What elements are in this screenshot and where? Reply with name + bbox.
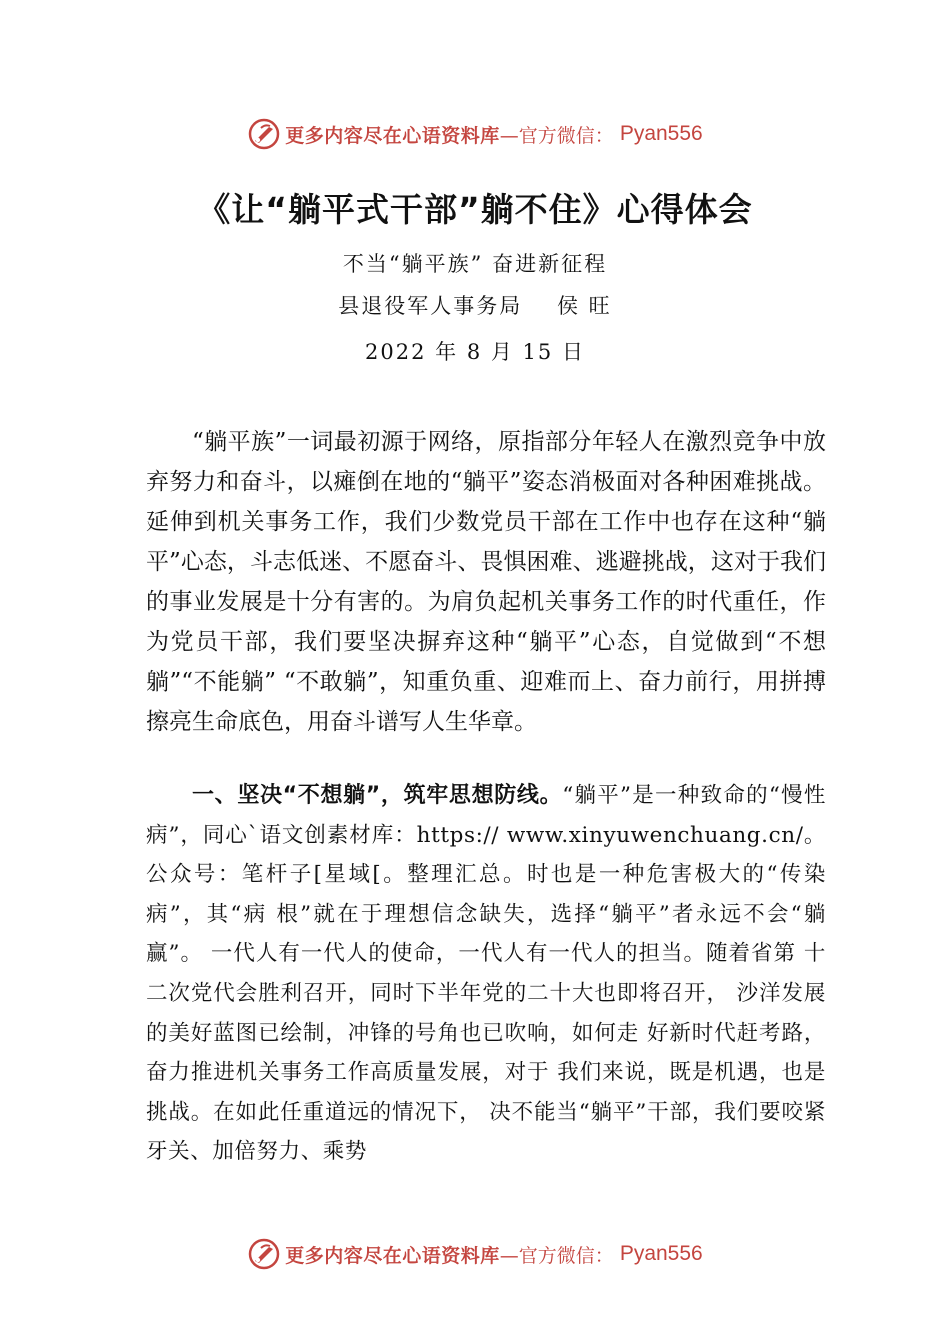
body-paragraph-section-1 [146, 776, 826, 1172]
watermark-separator: —官方微信： [499, 124, 614, 147]
document-subtitle: 不当“躺平族” 奋进新征程 [342, 252, 608, 276]
watermark-wechat-id: Pyan556 [619, 122, 703, 145]
section-body: “躺平”是一种致命的“慢性病”，同心`语文创素材库：https:// www.xinyuwenchuang.cn/。公众号：笔杆子[星域[。整理汇总。时也是一种危害极大的“传染病”，其“病 根”就在于理想信念缺失，选择“躺平”者永远不会“躺赢”。 一代人有一代人的使命，一代人有一代人的担当。随着省第 十二次党代会胜利召开，同时下半年党的二十大也即将召开， 沙洋发展的美好蓝图已绘制，冲锋的号角也已吹响，如何走 好新时代赶考路，奋力推进机关事务工作高质量发展，对于 我们来说，既是机遇，也是挑战。在如此任重道远的情况下， 决不能当“躺平”干部，我们要咬紧牙关、加倍努力、乘势 [146, 783, 826, 1165]
section-heading: 一、坚决“不想躺”，筑牢思想防线。 [192, 783, 563, 808]
watermark-separator: —官方微信： [499, 1244, 614, 1267]
watermark-text: 更多内容尽在心语资料库 [285, 124, 500, 147]
watermark-text: 更多内容尽在心语资料库 [285, 1244, 500, 1267]
watermark-banner-bottom [0, 1236, 950, 1272]
watermark-banner-top [0, 116, 950, 152]
document-date: 2022 年 8 月 15 日 [365, 340, 585, 364]
author-line: 县退役军人事务局 侯 旺 [338, 294, 612, 318]
body-paragraph-intro: “躺平族”一词最初源于网络，原指部分年轻人在激烈竞争中放弃努力和奋斗，以瘫倒在地的“躺平”姿态消极面对各种困难挑战。延伸到机关事务工作，我们少数党员干部在工作中也存在这种“躺平”心态，斗志低迷、不愿奋斗、畏惧困难、逃避挑战，这对于我们的事业发展是十分有害的。为肩负起机关事务工作的时代重任，作为党员干部，我们要坚决摒弃这种“躺平”心态，自觉做到“不想躺”“不能躺” “不敢躺”，知重负重、迎难而上、奋力前行，用拼搏擦亮生命底色，用奋斗谱写人生华章。 [146, 429, 826, 735]
document-title: 《让“躺平式干部”躺不住》心得体会 [197, 190, 753, 229]
seal-logo-icon [247, 117, 281, 151]
seal-logo-icon [247, 1237, 281, 1271]
watermark-wechat-id: Pyan556 [619, 1242, 703, 1265]
